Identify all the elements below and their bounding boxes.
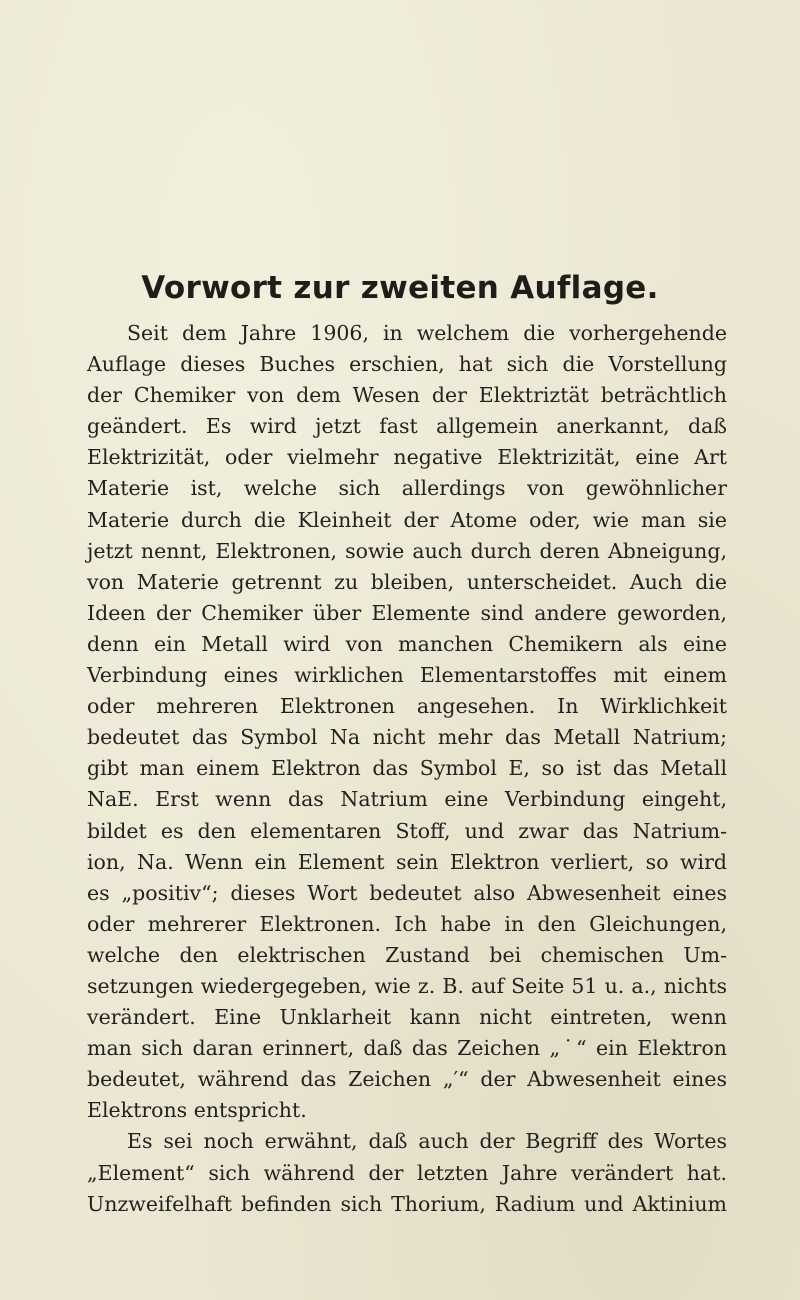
text-line: oder mehrerer Elektronen. Ich habe in den Gleichungen, — [87, 911, 727, 936]
text-line: Materie durch die Kleinheit der Atome oder, wie man sie — [87, 507, 727, 532]
text-line: bedeutet, während das Zeichen „′“ der Abwesenheit eines — [87, 1067, 727, 1092]
text-line: Elektrons entspricht. — [87, 1098, 307, 1123]
text-line: Ideen der Chemiker über Elemente sind andere geworden, — [87, 600, 727, 625]
text-line: welche den elektrischen Zustand bei chemischen Um- — [87, 942, 727, 967]
text-line: Verbindung eines wirklichen Elementarstoffes mit einem — [87, 663, 727, 688]
text-line: man sich daran erinnert, daß das Zeichen „˙“ ein Elektron — [87, 1036, 727, 1061]
text-line: Auflage dieses Buches erschien, hat sich die Vorstellung — [87, 352, 727, 377]
body-text — [87, 318, 727, 1220]
text-line: es „positiv“; dieses Wort bedeutet also Abwesenheit eines — [87, 880, 727, 905]
text-line: Unzweifelhaft befinden sich Thorium, Radium und Aktinium — [87, 1191, 727, 1216]
text-line: Materie ist, welche sich allerdings von gewöhnlicher — [87, 476, 727, 501]
text-line: setzungen wiedergegeben, wie z. B. auf Seite 51 u. a., nichts — [87, 973, 727, 998]
page-heading: Vorwort zur zweiten Auflage. — [141, 270, 659, 306]
text-line: oder mehreren Elektronen angesehen. In Wirklichkeit — [87, 694, 727, 719]
text-line: NaE. Erst wenn das Natrium eine Verbindung eingeht, — [87, 787, 727, 812]
text-line: „Element“ sich während der letzten Jahre verändert hat. — [87, 1160, 727, 1185]
text-line: gibt man einem Elektron das Symbol E, so ist das Metall — [87, 756, 727, 781]
text-line: denn ein Metall wird von manchen Chemikern als eine — [87, 631, 727, 656]
text-line: verändert. Eine Unklarheit kann nicht eintreten, wenn — [87, 1005, 727, 1030]
text-line: Elektrizität, oder vielmehr negative Elektrizität, eine Art — [87, 445, 727, 470]
text-line: bedeutet das Symbol Na nicht mehr das Metall Natrium; — [87, 725, 727, 750]
text-line: Seit dem Jahre 1906, in welchem die vorhergehende — [127, 321, 727, 345]
text-line: ion, Na. Wenn ein Element sein Elektron verliert, so wird — [87, 849, 727, 874]
text-line: geändert. Es wird jetzt fast allgemein anerkannt, daß — [87, 414, 727, 439]
text-line: bildet es den elementaren Stoff, und zwar das Natrium- — [87, 818, 727, 843]
text-line: Es sei noch erwähnt, daß auch der Begriff des Wortes — [127, 1129, 727, 1154]
text-line: von Materie getrennt zu bleiben, unterscheidet. Auch die — [87, 569, 727, 594]
text-line: der Chemiker von dem Wesen der Elektriztät beträchtlich — [87, 383, 727, 408]
text-line: jetzt nennt, Elektronen, sowie auch durch deren Abneigung, — [87, 538, 727, 563]
